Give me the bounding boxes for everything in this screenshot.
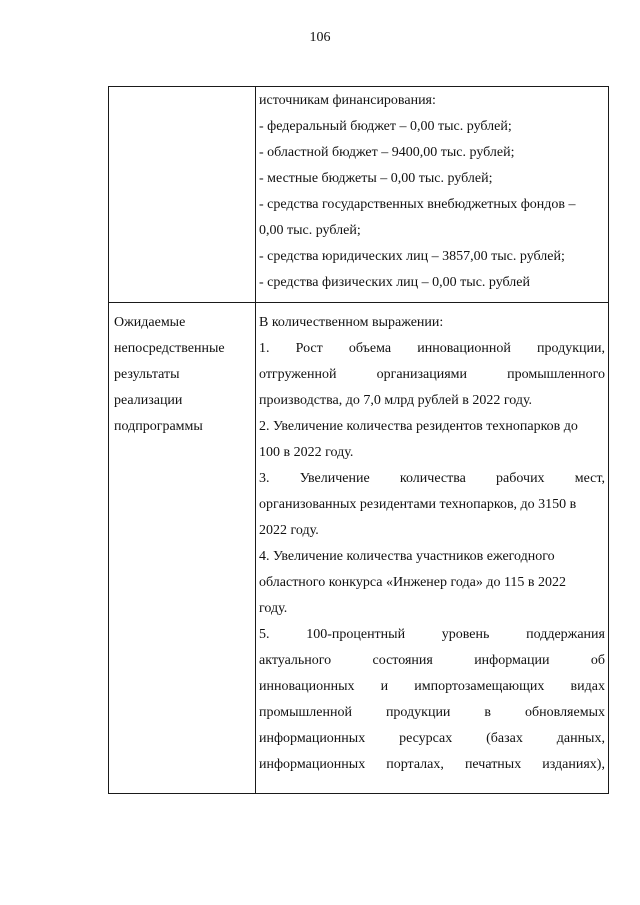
word: рабочих: [496, 471, 545, 486]
word: продукции: [385, 705, 451, 720]
word: импортозамещающих: [414, 679, 545, 694]
word: печатных: [464, 757, 522, 772]
word: поддержания: [526, 627, 605, 642]
table-row-divider: [108, 302, 609, 303]
word: ресурсах: [399, 731, 453, 746]
word: мест,: [574, 471, 605, 486]
result-item-2-line: 2. Увеличение количества резидентов технопарков до: [259, 419, 578, 434]
funding-line: - средства юридических лиц – 3857,00 тыс. рублей;: [259, 249, 565, 264]
result-item-2-line: 100 в 2022 году.: [259, 445, 354, 460]
word: промышленного: [507, 367, 605, 382]
word: инновационных: [259, 679, 355, 694]
word: обновляемых: [525, 705, 605, 720]
word: количества: [399, 471, 466, 486]
word: и: [380, 679, 389, 694]
word: Рост: [295, 341, 323, 356]
results-intro: В количественном выражении:: [259, 315, 444, 330]
word: 5.: [259, 627, 270, 642]
word: 3.: [259, 471, 270, 486]
result-item-3-line: организованных резидентами технопарков, до 3150 в: [259, 497, 577, 512]
funding-line: - местные бюджеты – 0,00 тыс. рублей;: [259, 171, 493, 186]
result-item-5-line: [259, 622, 605, 648]
result-item-1-line: производства, до 7,0 млрд рублей в 2022 году.: [259, 393, 533, 408]
word: в: [484, 705, 492, 720]
word: продукции,: [536, 341, 605, 356]
word: 1.: [259, 341, 270, 356]
word: информационных: [259, 731, 366, 746]
word: порталах,: [386, 757, 444, 772]
word: отгруженной: [259, 367, 337, 382]
label-line: результаты: [114, 367, 180, 382]
result-item-1-line: [259, 336, 605, 362]
expected-results-label-cell: [114, 310, 250, 440]
funding-line: - федеральный бюджет – 0,00 тыс. рублей;: [259, 119, 512, 134]
funding-line: - областной бюджет – 9400,00 тыс. рублей;: [259, 145, 515, 160]
result-item-4-line: 4. Увеличение количества участников ежегодного: [259, 549, 555, 564]
label-line: реализации: [114, 393, 183, 408]
result-item-3-line: 2022 году.: [259, 523, 319, 538]
word: видах: [570, 679, 605, 694]
label-line: подпрограммы: [114, 419, 203, 434]
word: изданиях),: [542, 757, 605, 772]
word: (базах: [486, 731, 523, 746]
word: промышленной: [259, 705, 352, 720]
funding-line: 0,00 тыс. рублей;: [259, 223, 361, 238]
result-item-5-line: [259, 752, 605, 778]
result-item-4-line: году.: [259, 601, 288, 616]
funding-line: - средства физических лиц – 0,00 тыс. рублей: [259, 275, 531, 290]
result-item-5-line: [259, 700, 605, 726]
page-number: 106: [309, 30, 331, 45]
word: уровень: [441, 627, 490, 642]
word: состояния: [372, 653, 433, 668]
word: информации: [474, 653, 550, 668]
word: об: [590, 653, 605, 668]
word: объема: [348, 341, 392, 356]
funding-line: - средства государственных внебюджетных фондов –: [259, 197, 576, 212]
result-item-5-line: [259, 726, 605, 752]
label-line: непосредственные: [114, 341, 225, 356]
word: информационных: [259, 757, 366, 772]
word: Увеличение: [299, 471, 370, 486]
word: инновационной: [417, 341, 511, 356]
word: актуального: [259, 653, 332, 668]
table-column-divider: [255, 86, 256, 794]
funding-sources-cell: [259, 88, 605, 296]
result-item-3-line: [259, 466, 605, 492]
word: 100-процентный: [306, 627, 406, 642]
label-line: Ожидаемые: [114, 315, 186, 330]
expected-results-cell: [259, 310, 605, 778]
word: данных,: [556, 731, 605, 746]
result-item-5-line: [259, 674, 605, 700]
funding-line: источникам финансирования:: [259, 93, 436, 108]
result-item-5-line: [259, 648, 605, 674]
result-item-1-line: [259, 362, 605, 388]
result-item-4-line: областного конкурса «Инженер года» до 115 в 2022: [259, 575, 567, 590]
word: организациями: [376, 367, 468, 382]
